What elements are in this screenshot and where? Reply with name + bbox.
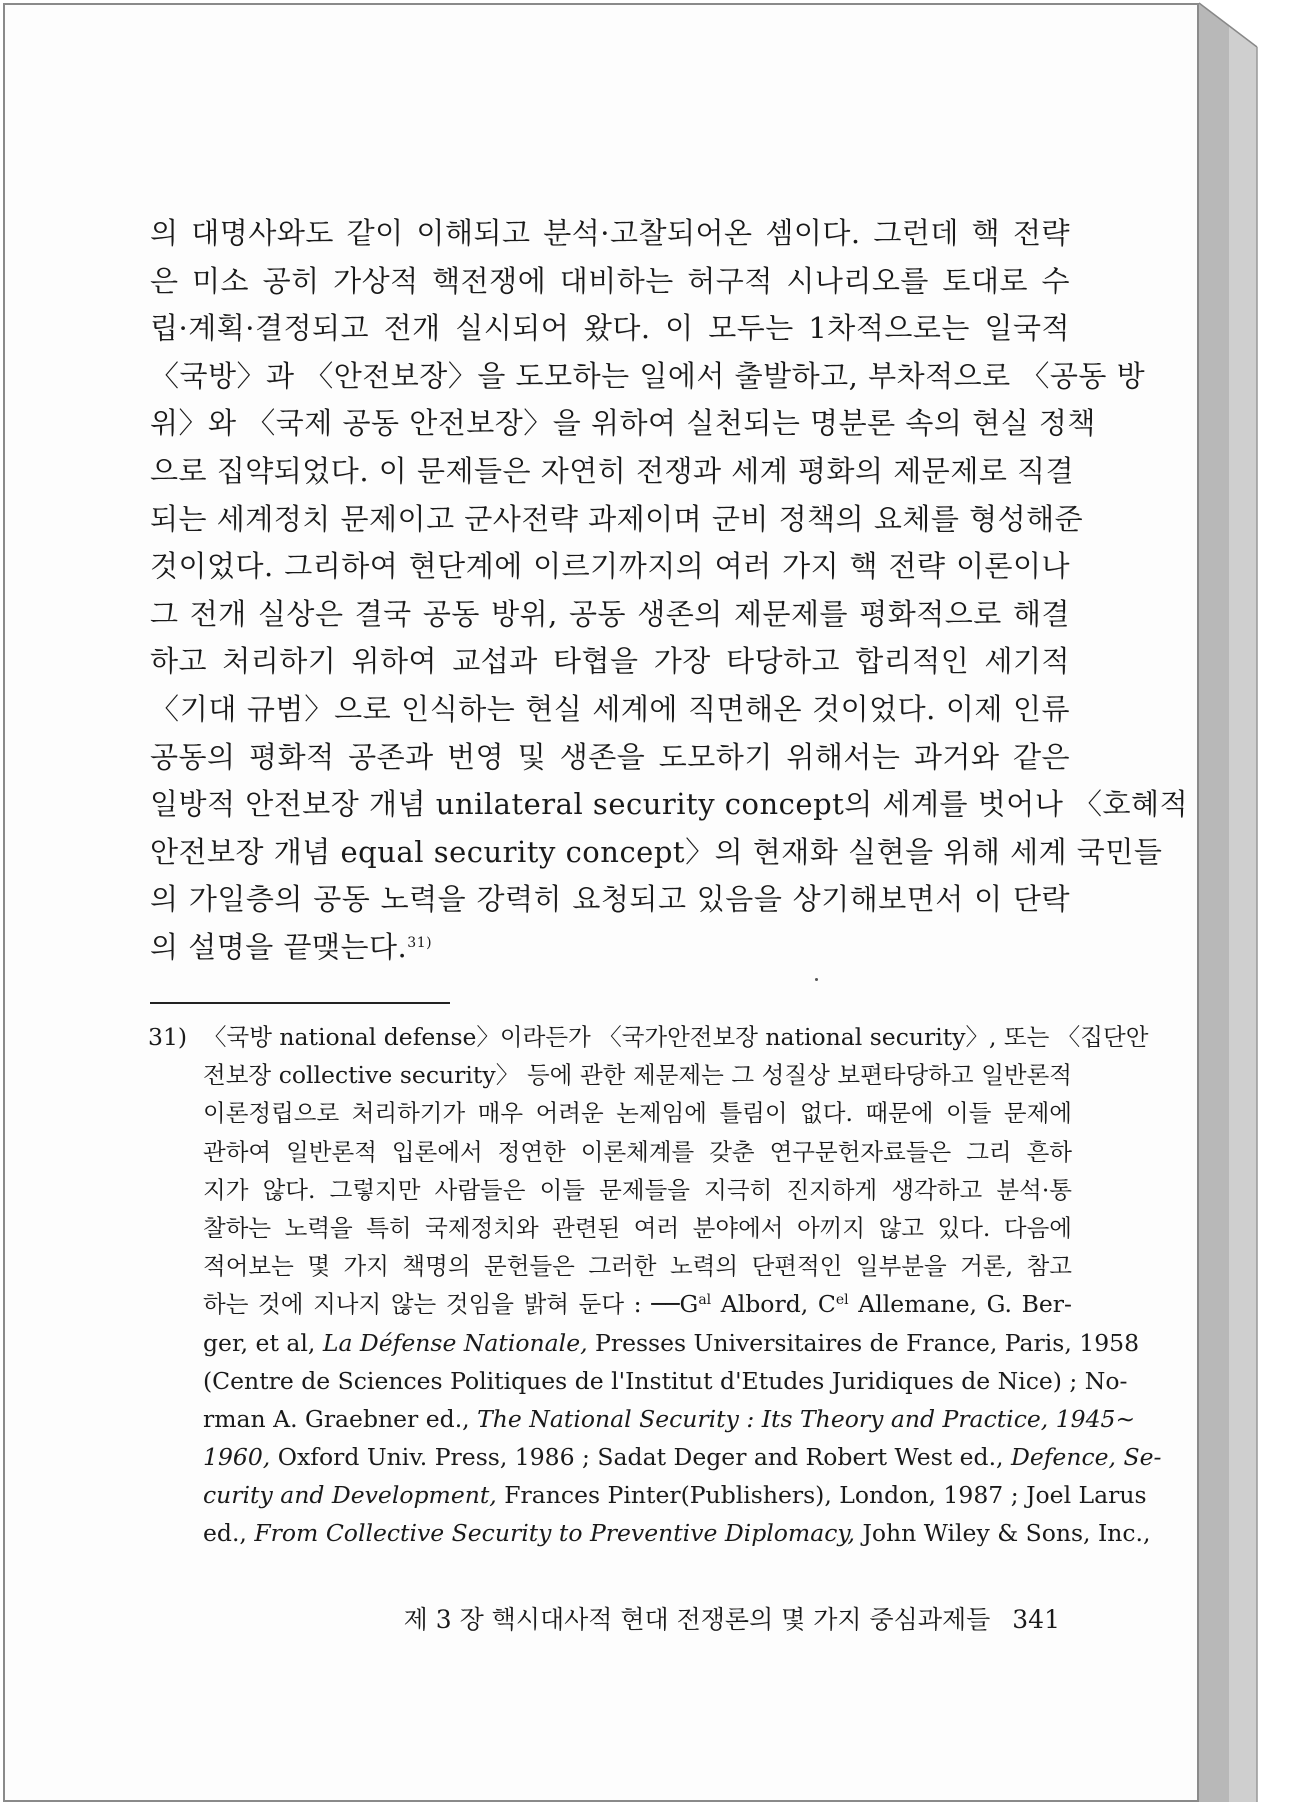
body-line: 으로 집약되었다. 이 문제들은 자연히 전쟁과 세계 평화의 제문제로 직결 bbox=[150, 453, 1075, 488]
footnote-line: (Centre de Sciences Politiques de l'Institut d'Etudes Juridiques de Nice) ; No- bbox=[203, 1366, 1128, 1395]
footnote-text: Oxford Univ. Press, 1986 ; Sadat Deger and Robert West ed., bbox=[270, 1443, 1011, 1472]
footnote-31 bbox=[148, 1018, 1162, 1553]
footnote-line bbox=[148, 1018, 1149, 1056]
body-line: 되는 세계정치 문제이고 군사전략 과제이며 군비 정책의 요체를 형성해준 bbox=[150, 501, 1084, 536]
footnote-line: 지가 않다. 그렇지만 사람들은 이들 문제들을 지극히 진지하게 생각하고 분석·통 bbox=[203, 1175, 1072, 1204]
footnote-text: rman A. Graebner ed., bbox=[203, 1404, 478, 1433]
page-edge-shadow bbox=[1199, 3, 1259, 1802]
footnote-line bbox=[148, 1514, 1151, 1552]
chapter-title: 제 3 장 핵시대사적 현대 전쟁론의 몇 가지 중심과제들 bbox=[403, 1605, 991, 1634]
footnote-line bbox=[148, 1438, 1162, 1476]
footnote-text: ger, et al, bbox=[203, 1328, 323, 1357]
footnote-text: ed., bbox=[203, 1519, 255, 1548]
book-title: Defence, Se- bbox=[1010, 1443, 1162, 1472]
body-line: 은 미소 공히 가상적 핵전쟁에 대비하는 허구적 시나리오를 토대로 수 bbox=[150, 263, 1070, 298]
body-line: 립·계획·결정되고 전개 실시되어 왔다. 이 모두는 1차적으로는 일국적 bbox=[150, 311, 1070, 346]
page-number: 341 bbox=[1012, 1605, 1060, 1634]
body-line: 위〉와 〈국제 공동 안전보장〉을 위하여 실천되는 명분론 속의 현실 정책 bbox=[150, 406, 1096, 441]
footnote-line bbox=[148, 1476, 1147, 1514]
footnote-reference: 31) bbox=[407, 934, 433, 951]
body-line: 것이었다. 그리하여 현단계에 이르기까지의 여러 가지 핵 전략 이론이나 bbox=[150, 549, 1070, 584]
footnote-line: 전보장 collective security〉 등에 관한 제문제는 그 성질상 보편타당하고 일반론적 bbox=[203, 1061, 1072, 1090]
footnote-text: 하는 것에 지나지 않는 것임을 밝혀 둔다 : ──G bbox=[203, 1290, 699, 1319]
abbr-superscript: el bbox=[835, 1292, 849, 1309]
running-footer bbox=[360, 1600, 1060, 1636]
footnote-text: Allemane, G. Ber- bbox=[848, 1290, 1072, 1319]
body-line: 공동의 평화적 공존과 번영 및 생존을 도모하기 위해서는 과거와 같은 bbox=[150, 739, 1070, 774]
book-title: La Défense Nationale, bbox=[322, 1328, 588, 1357]
footnote-text: John Wiley & Sons, Inc., bbox=[855, 1519, 1151, 1548]
footnote-separator bbox=[150, 1002, 450, 1004]
book-title: From Collective Security to Preventive Diplomacy, bbox=[254, 1519, 855, 1548]
footnote-line: 관하여 일반론적 입론에서 정연한 이론체계를 갖춘 연구문헌자료들은 그리 흔하 bbox=[203, 1137, 1072, 1166]
book-title: curity and Development, bbox=[203, 1481, 497, 1510]
footnote-line: 적어보는 몇 가지 책명의 문헌들은 그러한 노력의 단편적인 일부분을 거론, 참고 bbox=[203, 1252, 1072, 1281]
footnote-line bbox=[148, 1400, 1136, 1438]
footnote-number: 31) bbox=[148, 1023, 188, 1051]
footnote-line: 이론정립으로 처리하기가 매우 어려운 논제임에 틀림이 없다. 때문에 이들 문제에 bbox=[203, 1099, 1072, 1128]
footnote-text: Albord, C bbox=[711, 1290, 836, 1319]
body-line: 〈국방〉과 〈안전보장〉을 도모하는 일에서 출발하고, 부차적으로 〈공동 방 bbox=[150, 358, 1146, 393]
book-title: The National Security : Its Theory and Practice, 1945∼ bbox=[477, 1404, 1136, 1433]
body-line: 그 전개 실상은 결국 공동 방위, 공동 생존의 제문제를 평화적으로 해결 bbox=[150, 596, 1070, 631]
footnote-line bbox=[148, 1324, 1140, 1362]
body-line: 하고 처리하기 위하여 교섭과 타협을 가장 타당하고 합리적인 세기적 bbox=[150, 644, 1070, 679]
body-line: 의 대명사와도 같이 이해되고 분석·고찰되어온 셈이다. 그런데 핵 전략 bbox=[150, 216, 1070, 250]
abbr-superscript: al bbox=[698, 1292, 712, 1309]
body-line: 일방적 안전보장 개념 unilateral security concept의 세계를 벗어나 〈호혜적 bbox=[150, 787, 1189, 822]
body-line-last bbox=[150, 924, 1070, 972]
footnote-text: Presses Universitaires de France, Paris, 1958 bbox=[587, 1328, 1140, 1357]
footnote-text: 〈국방 national defense〉이라든가 〈국가안전보장 national security〉, 또는 〈집단안 bbox=[203, 1023, 1149, 1051]
footnote-text: Frances Pinter(Publishers), London, 1987 ; Joel Larus bbox=[496, 1481, 1147, 1510]
footnote-line: 찰하는 노력을 특히 국제정치와 관련된 여러 분야에서 아끼지 않고 있다. 다음에 bbox=[203, 1213, 1072, 1242]
body-line: 안전보장 개념 equal security concept〉의 현재화 실현을 위해 세계 국민들 bbox=[150, 834, 1163, 869]
body-line-text: 의 설명을 끝맺는다. bbox=[150, 929, 408, 964]
footnote-line bbox=[148, 1285, 1072, 1323]
body-line: 〈기대 규범〉으로 인식하는 현실 세계에 직면해온 것이었다. 이제 인류 bbox=[150, 691, 1070, 726]
print-speck bbox=[815, 978, 818, 981]
book-title: 1960, bbox=[203, 1443, 271, 1472]
body-line: 의 가일층의 공동 노력을 강력히 요청되고 있음을 상기해보면서 이 단락 bbox=[150, 882, 1070, 917]
body-paragraph bbox=[150, 210, 1189, 972]
